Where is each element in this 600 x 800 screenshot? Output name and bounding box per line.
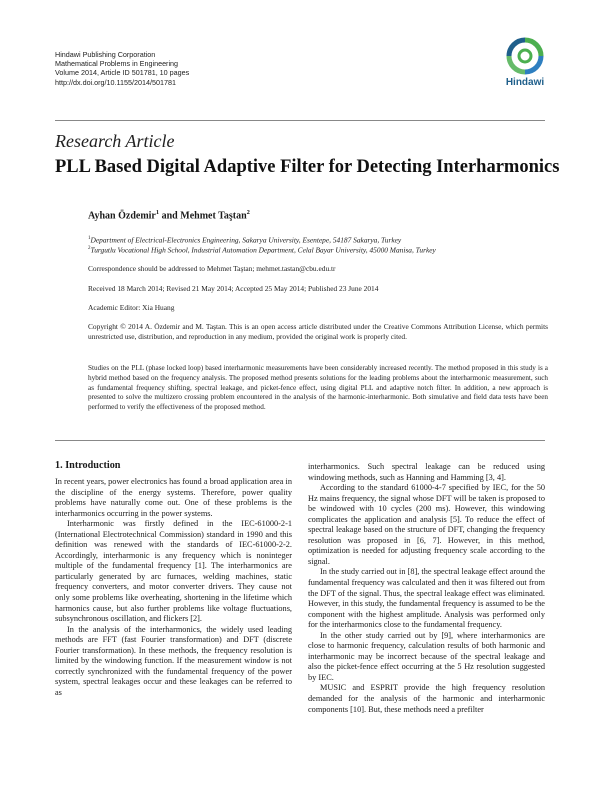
article-title: PLL Based Digital Adaptive Filter for Detecting Interharmonics: [55, 157, 560, 177]
paragraph: interharmonics. Such spectral leakage can be reduced using windowing methods, such as Hanning and Hamming [3, 4].: [308, 462, 545, 482]
hindawi-logo-icon: [505, 36, 545, 76]
affiliation-marker: 1: [155, 209, 160, 216]
affiliation-text: Turgutlu Vocational High School, Industrial Automation Department, Celal Bayar University, 45000 Manisa, Turkey: [90, 245, 436, 255]
affiliation-marker: 2: [88, 246, 91, 251]
section-heading: 1. Introduction: [55, 460, 121, 471]
journal-name: Mathematical Problems in Engineering: [55, 59, 179, 69]
doi-link[interactable]: http://dx.doi.org/10.1155/2014/501781: [55, 77, 176, 87]
abstract-divider: [55, 440, 545, 441]
hindawi-logo: [500, 36, 550, 88]
author-name[interactable]: Mehmet Taştan: [180, 210, 247, 222]
affiliation-marker: 2: [246, 209, 250, 216]
abstract: Studies on the PLL (phase locked loop) based interharmonic measurements have been considerably increased recently. The method proposed in this study is a hybrid method based on the frequency analysis. The proposed method presents solutions for the leading problems about the interharmonic measurement, such as fundamental frequency shifting, spectral leakage, and picket-fence effect, using digital PLL and adaptive notch filter. In addition, a new approach is presented to solve the multizero crossing problem encountered in the analysis of the harmonic-interharmonic. Both simulative and field data tests have been performed to verify the effectiveness of the proposed method.: [88, 364, 548, 412]
paragraph: In recent years, power electronics has found a broad application area in the discipline of the energy systems. Therefore, power quality problems have naturally come out. One of these problems is the interharmonics occurring in the power systems.: [55, 477, 292, 518]
left-column: [55, 477, 292, 698]
affiliation-text: Department of Electrical-Electronics Engineering, Sakarya University, Esentepe, 54187 Sakarya, Turkey: [90, 235, 402, 245]
header-divider: [55, 120, 545, 121]
paragraph: According to the standard 61000-4-7 specified by IEC, for the 50 Hz mains frequency, the signal whose DFT will be taken is proposed to be windowed with 10 cycles (200 ms). However, this windowing complicates the application and analysis [5]. To reduce the effect of spectral leakage based on the structure of DFT, changing the frequency resolution was proposed in [6, 7]. However, in this method, optimization is needed for adjusting frequency scale according to the signal.: [308, 483, 545, 566]
right-column: [308, 462, 545, 715]
correspondence-line: Correspondence should be addressed to Mehmet Taştan; mehmet.tastan@cbu.edu.tr: [88, 264, 336, 273]
publisher-line: Hindawi Publishing Corporation: [55, 50, 156, 59]
article-type: Research Article: [55, 131, 175, 151]
affiliation-2: [88, 244, 548, 255]
academic-editor: Academic Editor: Xia Huang: [88, 303, 175, 312]
paragraph: Interharmonic was firstly defined in the IEC-61000-2-1 (International Electrotechnical Commission) standard in 1990 and this definition was renewed with the standards of IEC-61000-2-2. Accordingly, interharmonic is any frequency which is noninteger multiple of the fundamental frequency [1]. The interharmonics are particularly generated by arc furnaces, welding machines, static frequency converters, and motor converter drivers. They cause not only some problems like overheating, shortening in the lifetime which harmonics cause, but also further problems like voltage fluctuations, subsynchronous oscillation, and flickers [2].: [55, 519, 292, 624]
journal-header: [55, 50, 189, 87]
paragraph: In the analysis of the interharmonics, the widely used leading methods are FFT (fast Fourier transformation) and DFT (discrete Fourier transformation). In these methods, the frequency resolution is limited by the windowing function. If the measurement window is not correctly synchronized with the fundamental frequency of the power system, spectral leakages occur and these leakages can be referred to as: [55, 624, 292, 697]
publication-dates: Received 18 March 2014; Revised 21 May 2014; Accepted 25 May 2014; Published 23 June 2014: [88, 284, 379, 293]
author-conjunction: and: [159, 210, 181, 222]
paragraph: In the other study carried out by [9], where interharmonics are close to harmonic frequency, calculation results of both harmonic and interharmonic may be incorrect because of the spectral leakage and also the picket-fence effect occurring at the 5 Hz resolution suggested by IEC.: [308, 630, 545, 682]
copyright-notice: Copyright © 2014 A. Özdemir and M. Taştan. This is an open access article distributed under the Creative Commons Attribution License, which permits unrestricted use, distribution, and reproduction in any medium, provided the original work is properly cited.: [88, 322, 548, 341]
paragraph: MUSIC and ESPRIT provide the high frequency resolution demanded for the analysis of the harmonic and interharmonic components [10]. But, these methods need a prefilter: [308, 683, 545, 714]
paragraph: In the study carried out in [8], the spectral leakage effect around the fundamental frequency was calculated and then it was filtered out from the DFT of the signal. Thus, the spectral leakage effect was eliminated. However, in this study, the fundamental frequency is assumed to be the component with the highest amplitude. Analysis was performed only for the interharmonics close to the fundamental frequency.: [308, 567, 545, 630]
hindawi-logo-text: Hindawi: [505, 77, 545, 88]
author-list: [88, 209, 250, 221]
volume-line: Volume 2014, Article ID 501781, 10 pages: [55, 68, 190, 78]
affiliation-marker: 1: [88, 236, 91, 241]
author-name[interactable]: Ayhan Özdemir: [88, 210, 156, 222]
